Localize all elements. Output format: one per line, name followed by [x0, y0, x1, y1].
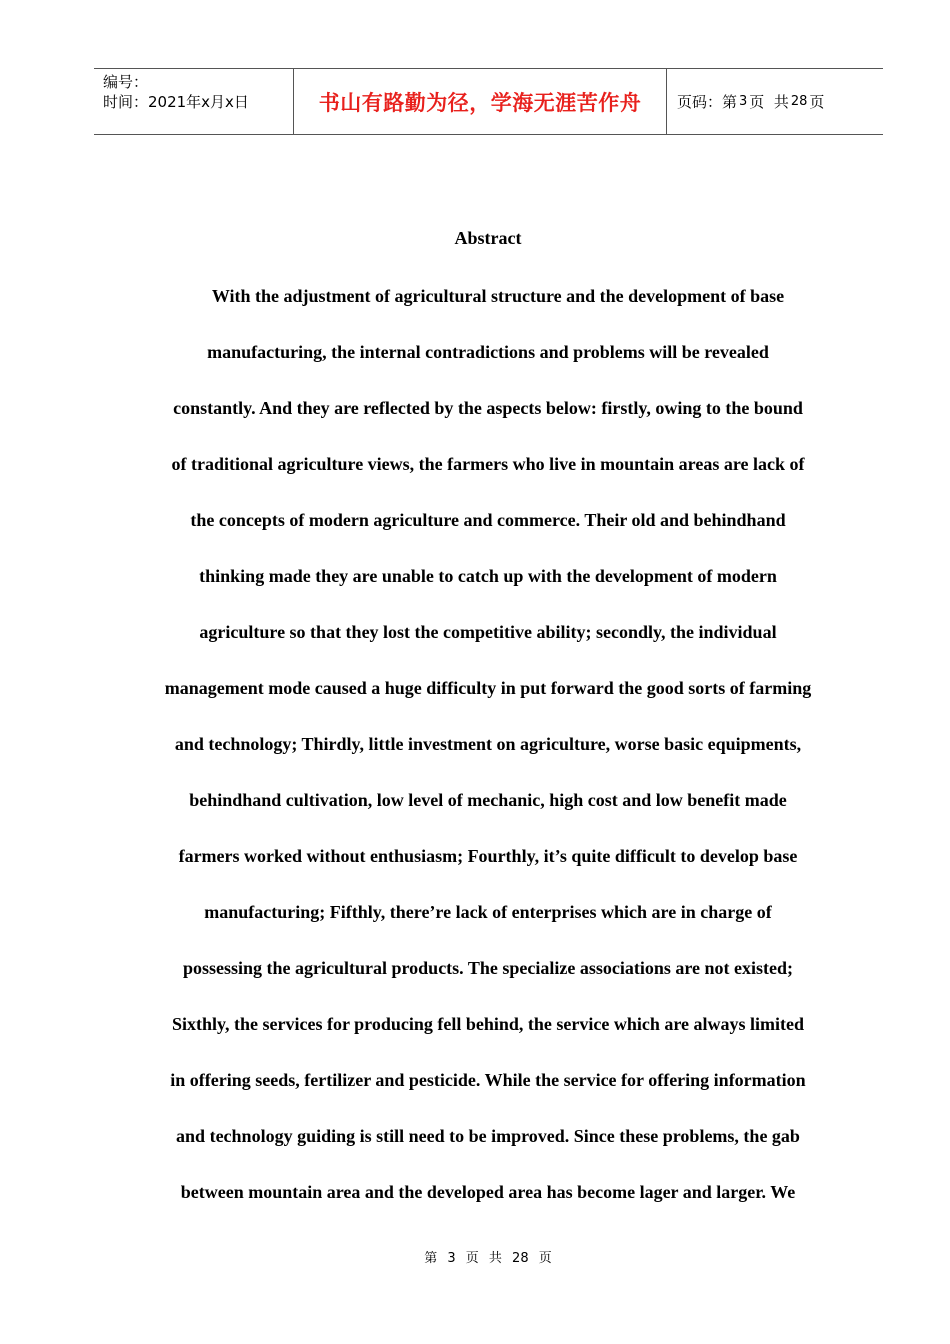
abstract-line: and technology; Thirdly, little investment on agriculture, worse basic equipments, — [174, 734, 802, 754]
header-page-current: 3 — [739, 94, 748, 109]
abstract-line: possessing the agricultural products. The specialize associations are not existed; — [182, 958, 793, 978]
header-page-info — [667, 69, 883, 134]
header-page-suffix: 页 — [809, 93, 825, 111]
header-page-prefix: 页码：第 — [677, 93, 738, 111]
abstract-line: the concepts of modern agriculture and commerce. Their old and behindhand — [190, 510, 786, 530]
header-number-label: 编号： — [103, 73, 149, 91]
abstract-line: constantly. And they are reflected by the aspects below: firstly, owing to the bound — [173, 398, 803, 418]
page-header — [94, 68, 883, 135]
abstract-line: management mode caused a huge difficulty in put forward the good sorts of farming — [164, 678, 812, 698]
abstract-line: farmers worked without enthusiasm; Fourthly, it’s quite difficult to develop base — [178, 846, 798, 866]
abstract-line: and technology guiding is still need to be improved. Since these problems, the gab — [176, 1126, 800, 1146]
document-title: Abstract — [454, 228, 522, 248]
abstract-line: thinking made they are unable to catch up with the development of modern — [199, 566, 777, 586]
abstract-line: With the adjustment of agricultural structure and the development of base — [211, 286, 785, 306]
abstract-line: manufacturing, the internal contradictions and problems will be revealed — [207, 342, 769, 362]
abstract-line: between mountain area and the developed area has become lager and larger. We — [180, 1182, 796, 1202]
header-info-cell — [94, 69, 294, 134]
abstract-body — [0, 284, 950, 1236]
abstract-line: of traditional agriculture views, the farmers who live in mountain areas are lack of — [171, 454, 805, 474]
abstract-line: manufacturing; Fifthly, there’re lack of enterprises which are in charge of — [204, 902, 772, 922]
header-page-mid: 页 共 — [749, 93, 789, 111]
header-page-total: 28 — [790, 94, 808, 109]
header-motto: 书山有路勤为径，学海无涯苦作舟 — [294, 69, 667, 134]
abstract-line: Sixthly, the services for producing fell behind, the service which are always limited — [172, 1014, 804, 1034]
page-footer: 第 3 页 共 28 页 — [424, 1251, 552, 1266]
abstract-line: in offering seeds, fertilizer and pesticide. While the service for offering information — [170, 1070, 806, 1090]
abstract-line: agriculture so that they lost the competitive ability; secondly, the individual — [199, 622, 777, 642]
abstract-line: behindhand cultivation, low level of mechanic, high cost and low benefit made — [189, 790, 787, 810]
header-time-label: 时间：2021年x月x日 — [103, 93, 249, 111]
